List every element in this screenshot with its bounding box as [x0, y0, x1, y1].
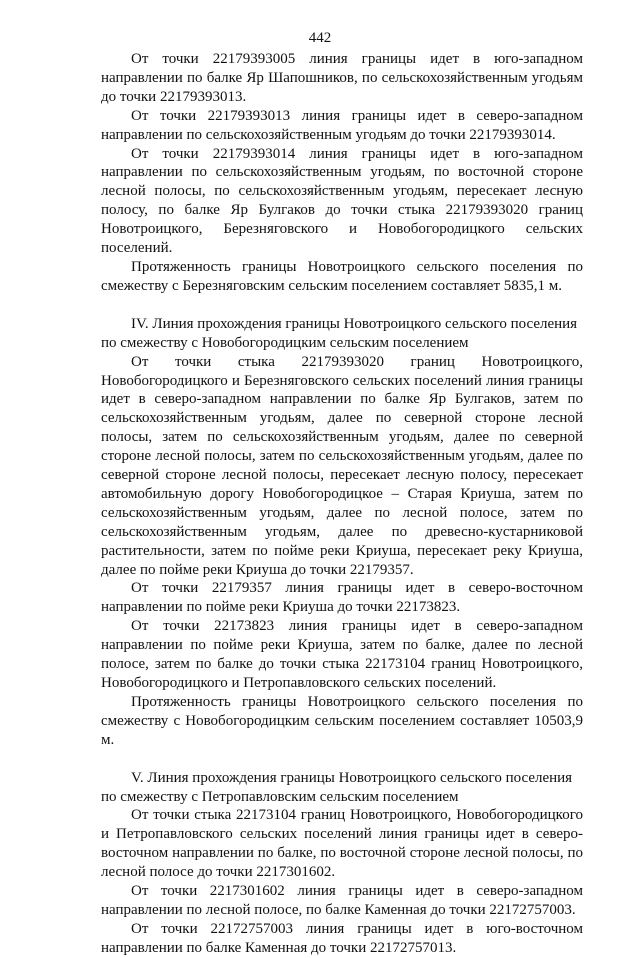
section-gap	[101, 750, 583, 769]
paragraph: От точки 22179393013 линия границы идет в северо-западном направлении по сельскохозяйственным угодьям до точки 22179393014.	[101, 107, 583, 143]
document-body	[101, 50, 583, 958]
paragraph: От точки стыка 22179393020 границ Новотроицкого, Новобогородицкого и Березняговского сельских поселений линия границы идет в северо-западном направлении по балке Яр Булгаков, затем по сельскохозяйственным угодьям, далее по северной стороне лесной полосы, затем по сельскохозяйственным угодьям, далее по северной стороне лесной полосы, затем по сельскохозяйственным угодьям, далее по северной стороне лесной полосы, пересекает лесную полосу, пересекает автомобильную дорогу Новобогородицкое – Старая Криуша, затем по сельскохозяйственным угодьям, далее по лесной полосе, затем по сельскохозяйственным угодьям, далее по древесно-кустарниковой растительности, затем по пойме реки Криуша, пересекает реку Криуша, далее по пойме реки Криуша до точки 22179357.	[101, 353, 583, 578]
paragraph: От точки 2217301602 линия границы идет в северо-западном направлении по лесной полосе, по балке Каменная до точки 22172757003.	[101, 883, 583, 918]
section-heading-iv: IV. Линия прохождения границы Новотроицкого сельского поселения по смежеству с Новобогородицким сельским поселением	[101, 315, 578, 351]
section-gap	[101, 296, 583, 315]
paragraph: От точки 22179393014 линия границы идет в юго-западном направлении по сельскохозяйственным угодьям, по восточной стороне лесной полосы, по сельскохозяйственным угодьям, пересекает лесную полосу, по балке Яр Булгаков до точки стыка 22179393020 границ Новотроицкого, Березняговского и Новобогородицкого сельских поселений.	[101, 145, 583, 257]
paragraph: От точки 22179393005 линия границы идет в юго-западном направлении по балке Яр Шапошников, по сельскохозяйственным угодьям до точки 22179393013.	[101, 51, 583, 105]
paragraph: От точки 22172757003 линия границы идет в юго-восточном направлении по балке Каменная до точки 22172757013.	[101, 920, 583, 956]
page-number: 442	[308, 30, 332, 46]
paragraph: Протяженность границы Новотроицкого сельского поселения по смежеству с Березняговским сельским поселением составляет 5835,1 м.	[101, 258, 583, 294]
paragraph: От точки 22179357 линия границы идет в северо-восточном направлении по пойме реки Криуша до точки 22173823.	[101, 580, 583, 616]
paragraph: Протяженность границы Новотроицкого сельского поселения по смежеству с Новобогородицким сельским поселением составляет 10503,9 м.	[101, 693, 583, 748]
paragraph: От точки 22173823 линия границы идет в северо-западном направлении по пойме реки Криуша, затем по балке, далее по лесной полосе, затем по балке до точки стыка 22173104 границ Новотроицкого, Новобогородицкого и Петропавловского сельских поселений.	[101, 618, 583, 691]
paragraph: От точки стыка 22173104 границ Новотроицкого, Новобогородицкого и Петропавловского сельских поселений линия границы идет в северо-восточном направлении по балке, по восточной стороне лесной полосы, по лесной полосе до точки 2217301602.	[101, 807, 583, 881]
section-heading-v: V. Линия прохождения границы Новотроицкого сельского поселения по смежеству с Петропавловским сельским поселением	[101, 769, 573, 805]
